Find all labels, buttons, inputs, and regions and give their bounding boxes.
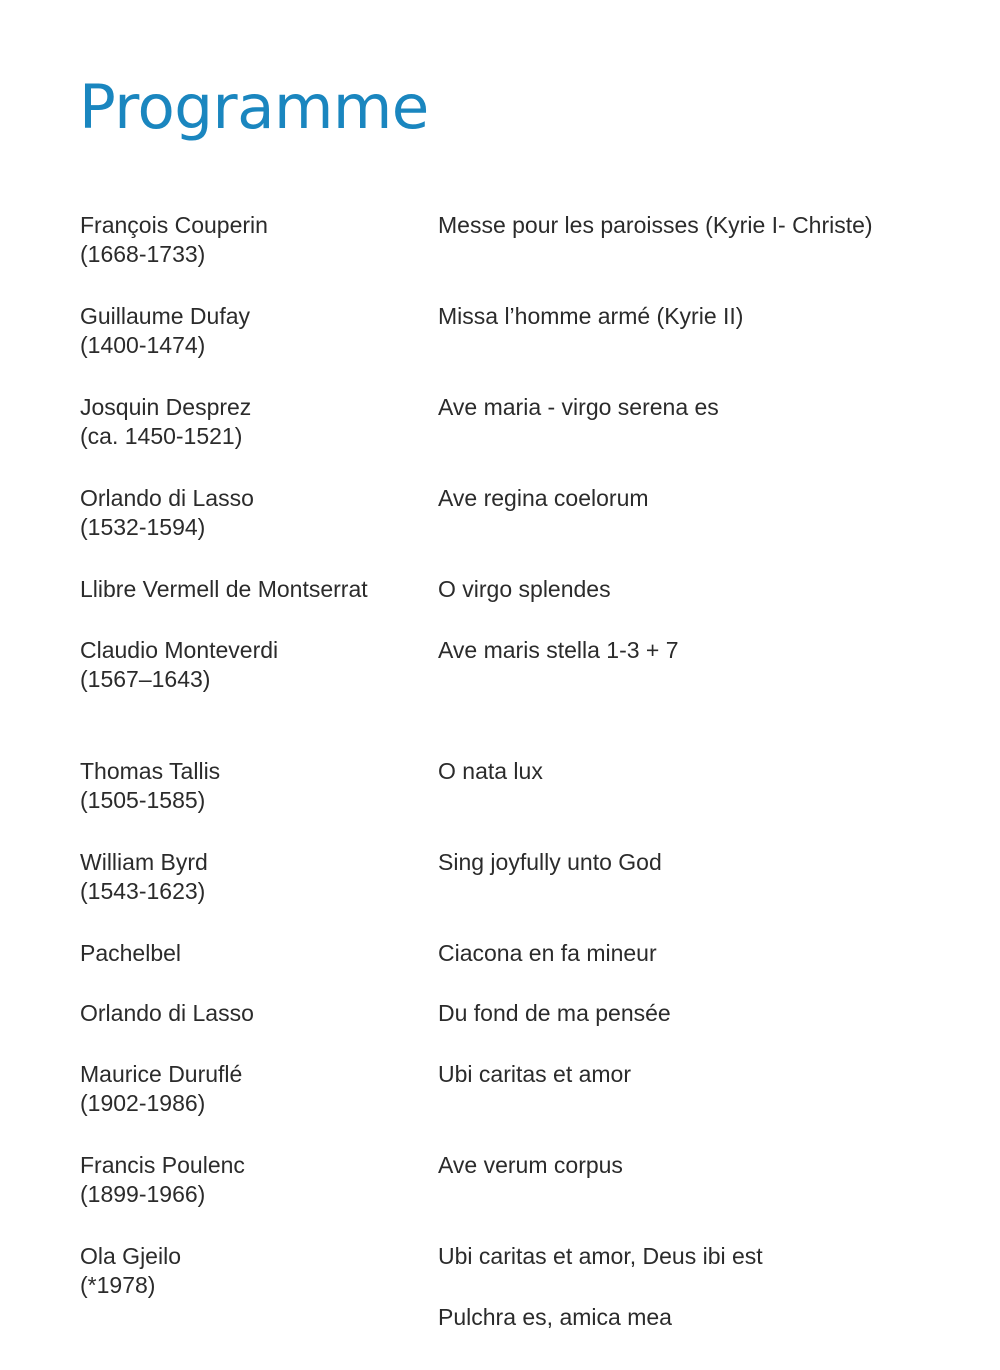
composer-name: Josquin Desprez <box>80 394 252 420</box>
composer <box>80 1242 420 1300</box>
composer-name: François Couperin <box>80 212 268 238</box>
composer-name: Thomas Tallis <box>80 758 221 784</box>
composer-dates: (1567–1643) <box>80 666 211 692</box>
work-title: O virgo splendes <box>438 576 611 602</box>
work-title: Missa l’homme armé (Kyrie II) <box>438 303 744 329</box>
work-title: O nata lux <box>438 758 543 784</box>
work-title: Pulchra es, amica mea <box>438 1304 672 1330</box>
composer <box>80 302 420 360</box>
work-title: Ave regina coelorum <box>438 485 649 511</box>
composer-name: Pachelbel <box>80 940 182 966</box>
work-title: Ciacona en fa mineur <box>438 940 657 966</box>
composer-dates: (1668-1733) <box>80 241 206 267</box>
composer-name: Llibre Vermell de Montserrat <box>80 576 368 602</box>
composer-dates: (ca. 1450-1521) <box>80 423 243 449</box>
work-title: Sing joyfully unto God <box>438 849 662 875</box>
work-title: Messe pour les paroisses (Kyrie I- Christe) <box>438 212 873 238</box>
composer-name: William Byrd <box>80 849 208 875</box>
work-title: Ubi caritas et amor <box>438 1061 632 1087</box>
composer-name: Maurice Duruflé <box>80 1061 243 1087</box>
composer-name: Claudio Monteverdi <box>80 637 279 663</box>
composer-dates: (1532-1594) <box>80 514 206 540</box>
work-title: Ave verum corpus <box>438 1152 623 1178</box>
composer <box>80 1060 420 1118</box>
composer <box>80 999 420 1028</box>
composer-dates: (1505-1585) <box>80 787 206 813</box>
composer-name: Guillaume Dufay <box>80 303 251 329</box>
composer <box>80 393 420 451</box>
work-title: Du fond de ma pensée <box>438 1000 671 1026</box>
page-title: Programme <box>79 72 429 143</box>
composer <box>80 939 420 968</box>
composer-dates: (1899-1966) <box>80 1181 206 1207</box>
composer-dates: (*1978) <box>80 1272 156 1298</box>
composer <box>80 636 420 694</box>
composer-name: Francis Poulenc <box>80 1152 245 1178</box>
work-title: Ubi caritas et amor, Deus ibi est <box>438 1243 763 1269</box>
composer <box>80 1151 420 1209</box>
composer <box>80 211 420 269</box>
composer-dates: (1543-1623) <box>80 878 206 904</box>
work-title: Ave maria - virgo serena es <box>438 394 719 420</box>
composer-dates: (1902-1986) <box>80 1090 206 1116</box>
composer <box>80 757 420 815</box>
composer-name: Orlando di Lasso <box>80 485 254 511</box>
composer <box>80 484 420 542</box>
composer-name: Ola Gjeilo <box>80 1243 181 1269</box>
composer <box>80 575 420 604</box>
work-title: Ave maris stella 1-3 + 7 <box>438 637 679 663</box>
composer-dates: (1400-1474) <box>80 332 206 358</box>
composer <box>80 848 420 906</box>
composer-name: Orlando di Lasso <box>80 1000 254 1026</box>
